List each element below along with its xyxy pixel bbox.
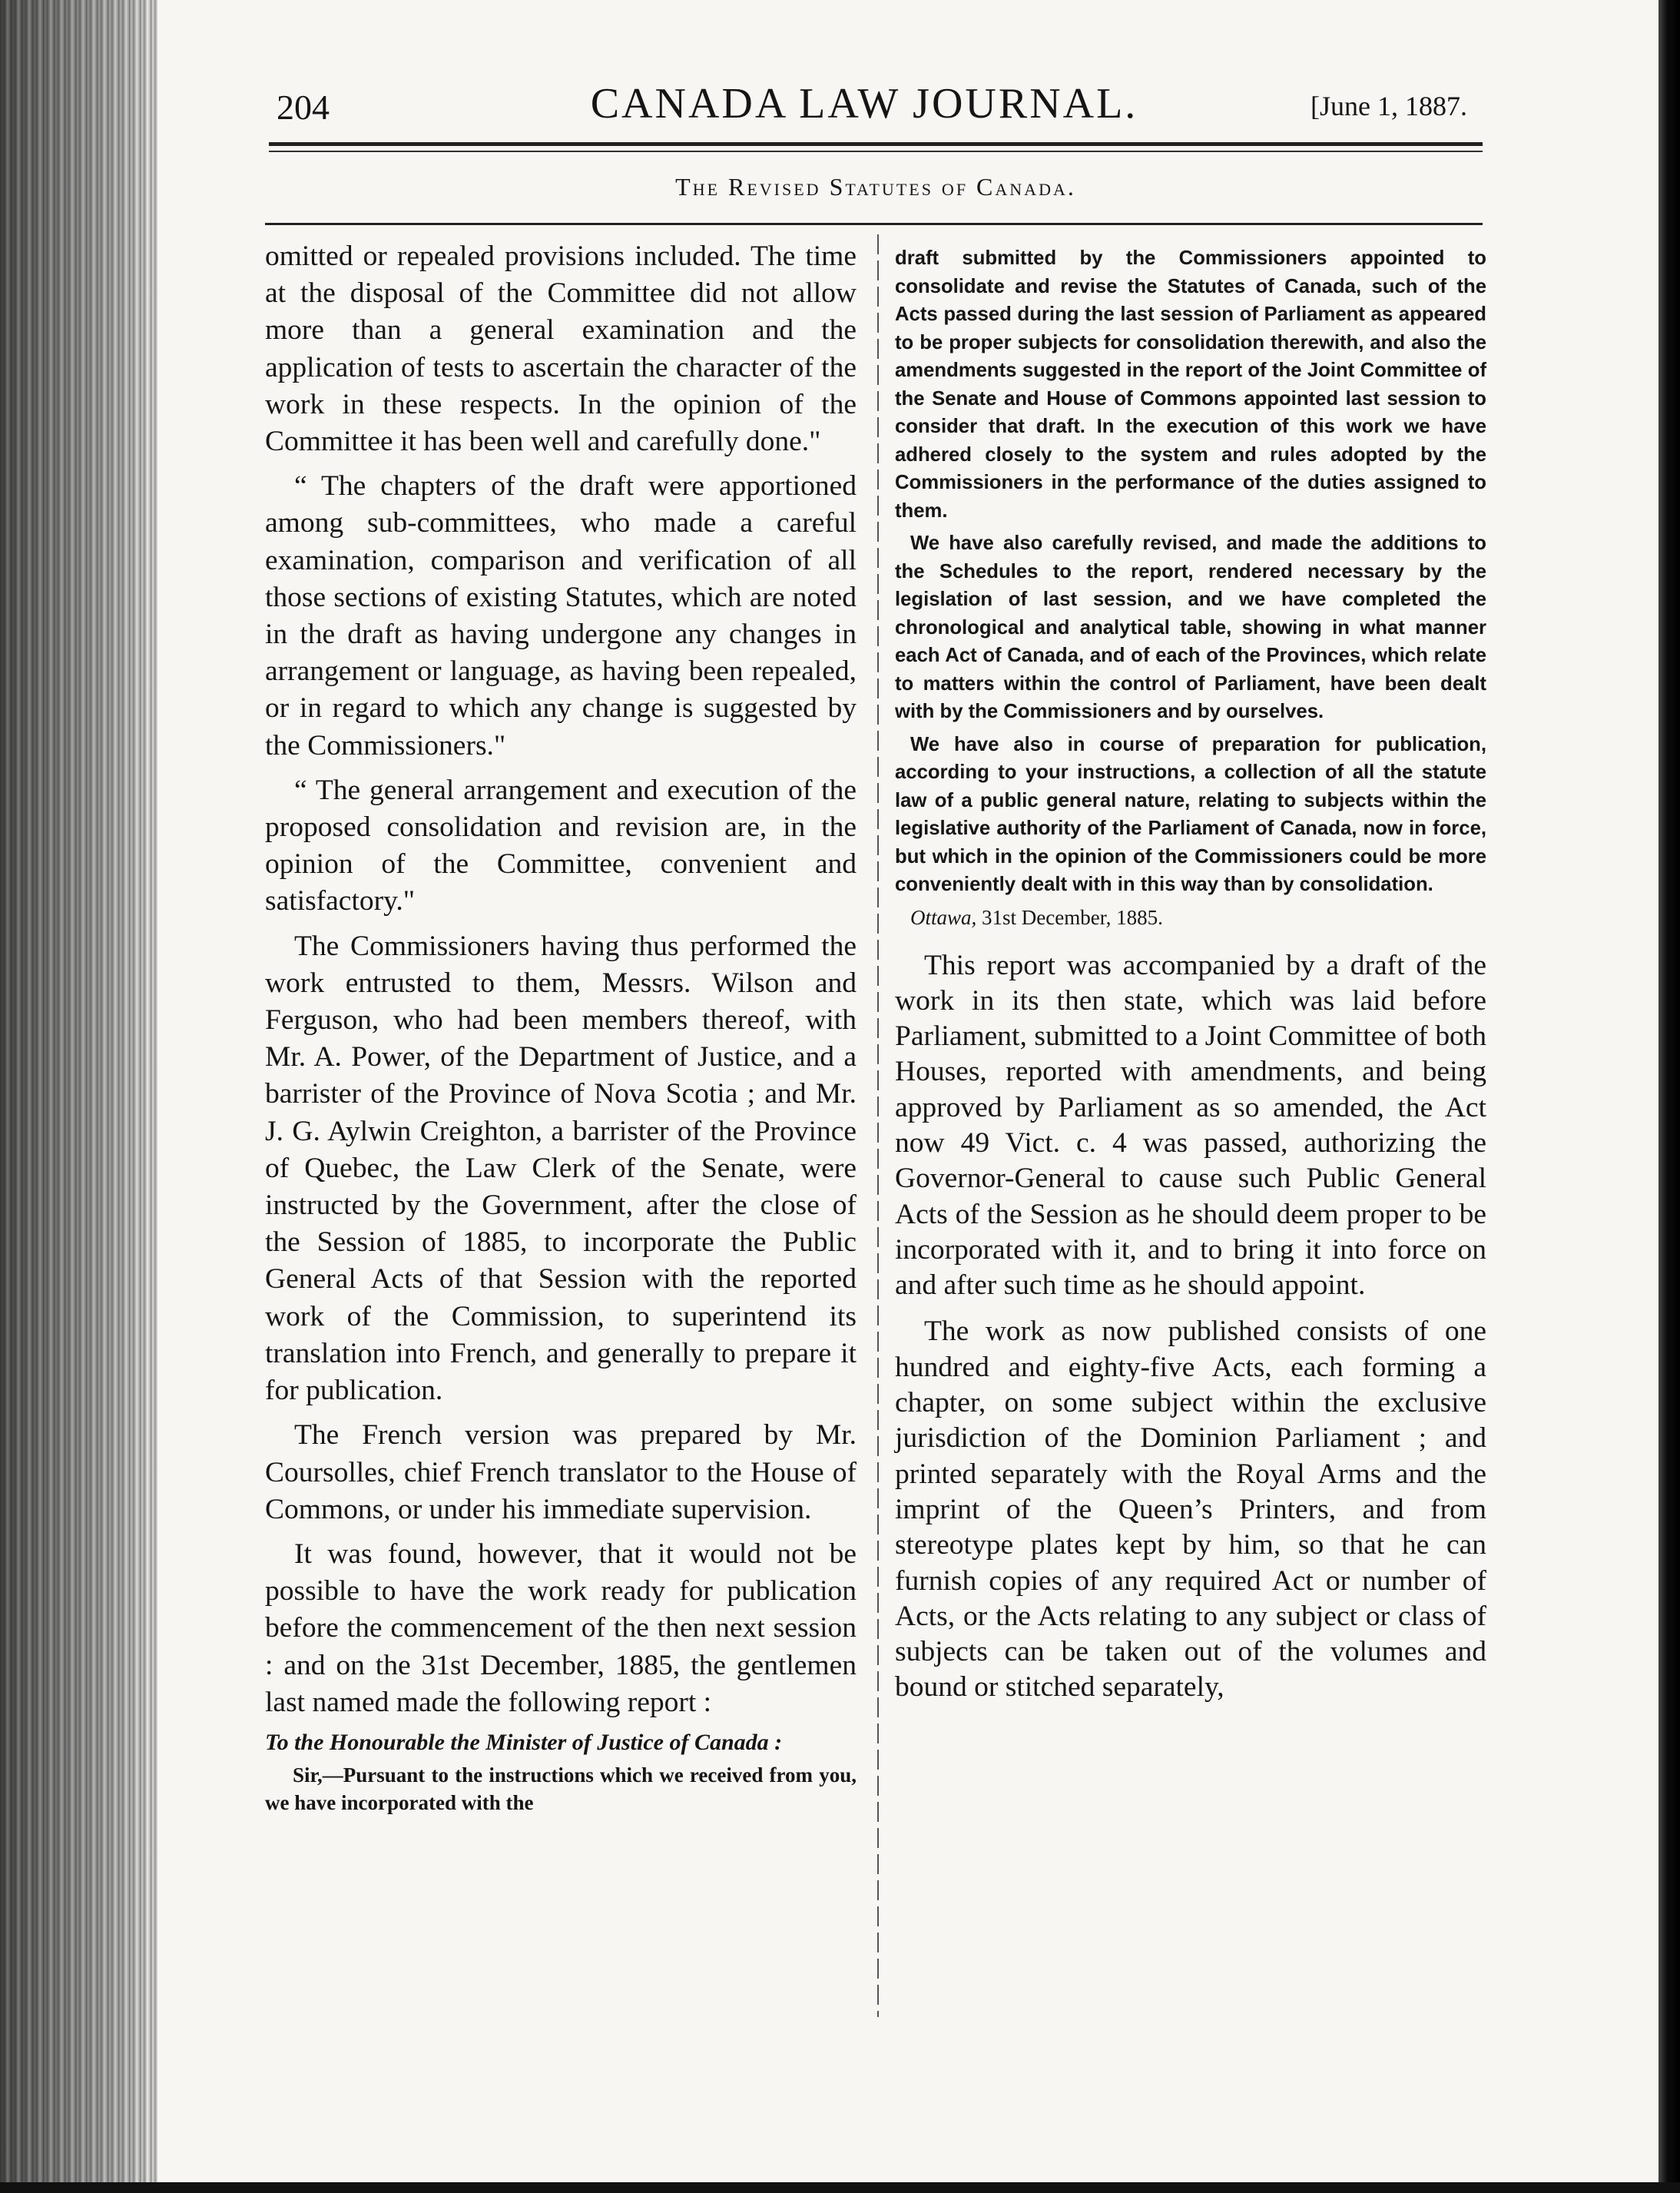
letter-dateline [895,904,1486,931]
letter-text: We have also in course of preparation for publication, according to your instructions, a collection of all the statute law of a public general nature, relating to subjects within the legislative authority of the Parliament of Canada, now in force, but which in the opinion of the Commissioners could be more conveniently dealt with in this way than by consolidation. [895,733,1486,895]
paragraph: This report was accompanied by a draft of the work in its then state, which was laid before Parliament, submitted to a Joint Committee of both Houses, reported with amendments, and being approved by Parliament as so amended, the Act now 49 Vict. c. 4 was passed, authorizing the Governor-General to cause such Public General Acts of the Session as he should deem proper to be incorporated with it, and to bring it into force on and after such time as he should appoint. [895,949,1486,1302]
page-number: 204 [277,88,330,127]
left-column [265,238,857,1816]
column-divider [877,234,879,2017]
paragraph: The Commissioners having thus performed the work entrusted to them, Messrs. Wilson and Ferguson, who had been members thereof, with Mr. A. Power, of the Department of Justice, and a barrister of the Province of Nova Scotia ; and Mr. J. G. Aylwin Creighton, a barrister of the Province of Quebec, the Law Clerk of the Senate, were instructed by the Government, after the close of the Session of 1885, to incorporate the Public General Acts of that Session with the reported work of the Commission, to superintend its translation into French, and generally to prepare it for publication. [265,930,857,1407]
paragraph: omitted or repealed provisions included. The time at the disposal of the Committee did not allow more than a general examination and the application of tests to ascertain the character of the work in these respects. In the opinion of the Committee it has been well and carefully done." [265,241,857,458]
paragraph: “ The chapters of the draft were apportioned among sub-committees, who made a careful examination, comparison and verification of all those sections of existing Statutes, which are noted in the draft as having undergone any changes in arrangement or language, as having been repealed, or in regard to which any change is suggested by the Commissioners." [265,470,857,761]
letter-text: draft submitted by the Commissioners appointed to consolidate and revise the Statutes of Canada, such of the Acts passed during the last session of Parliament as appeared to be proper subjects for consolidation therewith, and also the amendments suggested in the report of the Joint Committee of the Senate and House of Commons appointed last session to consider that draft. In the execution of this work we have adhered closely to the system and rules adopted by the Commissioners in the performance of the duties assigned to them. [895,247,1486,522]
header-rule [269,142,1483,146]
journal-title: CANADA LAW JOURNAL. [590,80,1138,128]
paragraph: It was found, however, that it would not be possible to have the work ready for publication before the commencement of the then next session : and on the 31st December, 1885, the gentlemen last named made the following report : [265,1538,857,1718]
header-rule-thin [269,151,1483,152]
paragraph: The work as now published consists of one hundred and eighty-five Acts, each forming a chapter, on some subject within the exclusive jurisdiction of the Dominion Parliament ; and printed separately with the Royal Arms and the imprint of the Queen’s Printers, and from stereotype plates kept by him, so that he can furnish copies of any required Act or number of Acts, or the Acts relating to any subject or class of subjects can be taken out of the volumes and bound or stitched separately, [895,1315,1486,1704]
right-column [895,244,1486,1706]
letter-text: Sir,—Pursuant to the instructions which we received from you, we have incorporated with the [265,1763,857,1814]
page-header [246,73,1483,134]
section-rule [265,223,1483,225]
section-title: The Revised Statutes of Canada. [675,173,1076,201]
letter-text: We have also carefully revised, and made the additions to the Schedules to the report, rendered necessary by the legislation of last session, and we have completed the chronological and analytical table, showing in what manner each Act of Canada, and of each of the Provinces, which relate to matters within the control of Parliament, have been dealt with by the Commissioners and by ourselves. [895,532,1486,722]
dateline-place: Ottawa, [910,905,977,929]
paragraph: “ The general arrangement and execution of the proposed consolidation and revision are, in the opinion of the Committee, convenient and satisfactory." [265,774,857,917]
page-edge-shadow [1658,0,1680,2193]
letter-salutation: To the Honourable the Minister of Justice of Canada : [265,1729,783,1755]
paragraph: The French version was prepared by Mr. Coursolles, chief French translator to the House of Commons, or under his immediate supervision. [265,1419,857,1525]
book-binding-shadow [0,0,157,2193]
dateline-date: 31st December, 1885. [982,905,1163,929]
issue-date: [June 1, 1887. [1311,91,1467,121]
page-bottom-edge [0,2182,1680,2193]
